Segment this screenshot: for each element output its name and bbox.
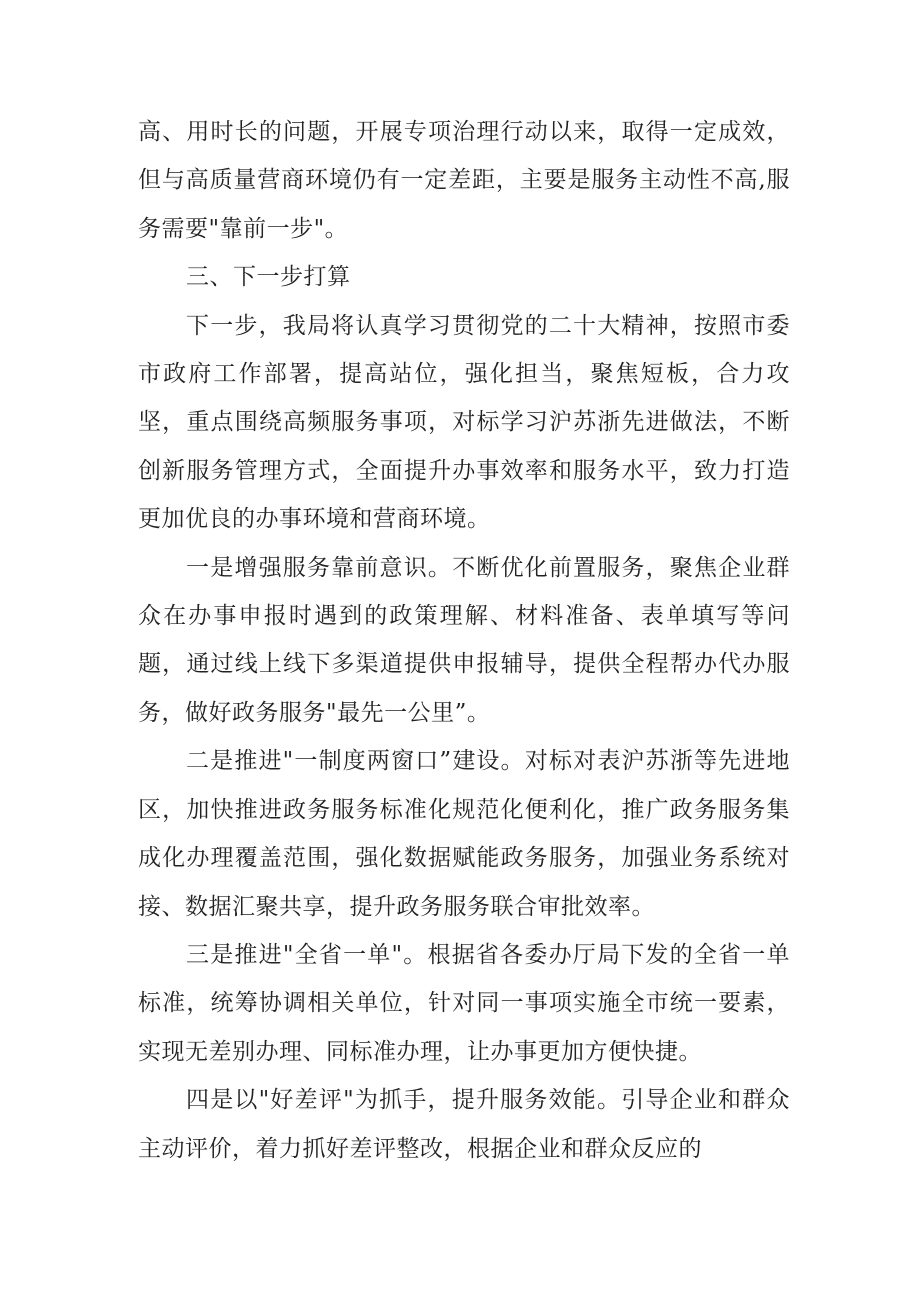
paragraph-point-4: 四是以"好差评"为抓手，提升服务效能。引导企业和群众主动评价，着力抓好差评整改，根据企业和群众反应的	[138, 1087, 790, 1162]
paragraph-continuation: 高、用时长的问题，开展专项治理行动以来，取得一定成效，但与高质量营商环境仍有一定差距，主要是服务主动性不高,服务需要"靠前一步"。	[138, 119, 790, 242]
paragraph-intro: 下一步，我局将认真学习贯彻党的二十大精神，按照市委市政府工作部署，提高站位，强化担当，聚焦短板，合力攻坚，重点围绕高频服务事项，对标学习沪苏浙先进做法，不断创新服务管理方式，全面提升办事效率和服务水平，致力打造更加优良的办事环境和营商环境。	[138, 312, 790, 533]
paragraph-point-2: 二是推进"一制度两窗口”建设。对标对表沪苏浙等先进地区，加快推进政务服务标准化规范化便利化，推广政务服务集成化办理覆盖范围，强化数据赋能政务服务，加强业务系统对接、数据汇聚共享，提升政务服务联合审批效率。	[138, 748, 790, 920]
paragraph-point-3: 三是推进"全省一单"。根据省各委办厅局下发的全省一单标准，统筹协调相关单位，针对同一事项实施全市统一要素，实现无差别办理、同标准办理，让办事更加方便快捷。	[138, 941, 790, 1065]
section-heading: 三、下一步打算	[186, 264, 351, 291]
paragraph-point-1: 一是增强服务靠前意识。不断优化前置服务，聚焦企业群众在办事申报时遇到的政策理解、材料准备、表单填写等问题，通过线上线下多渠道提供申报辅导，提供全程帮办代办服务，做好政务服务"最先一公里”。	[138, 554, 790, 726]
document-body	[138, 108, 790, 1173]
